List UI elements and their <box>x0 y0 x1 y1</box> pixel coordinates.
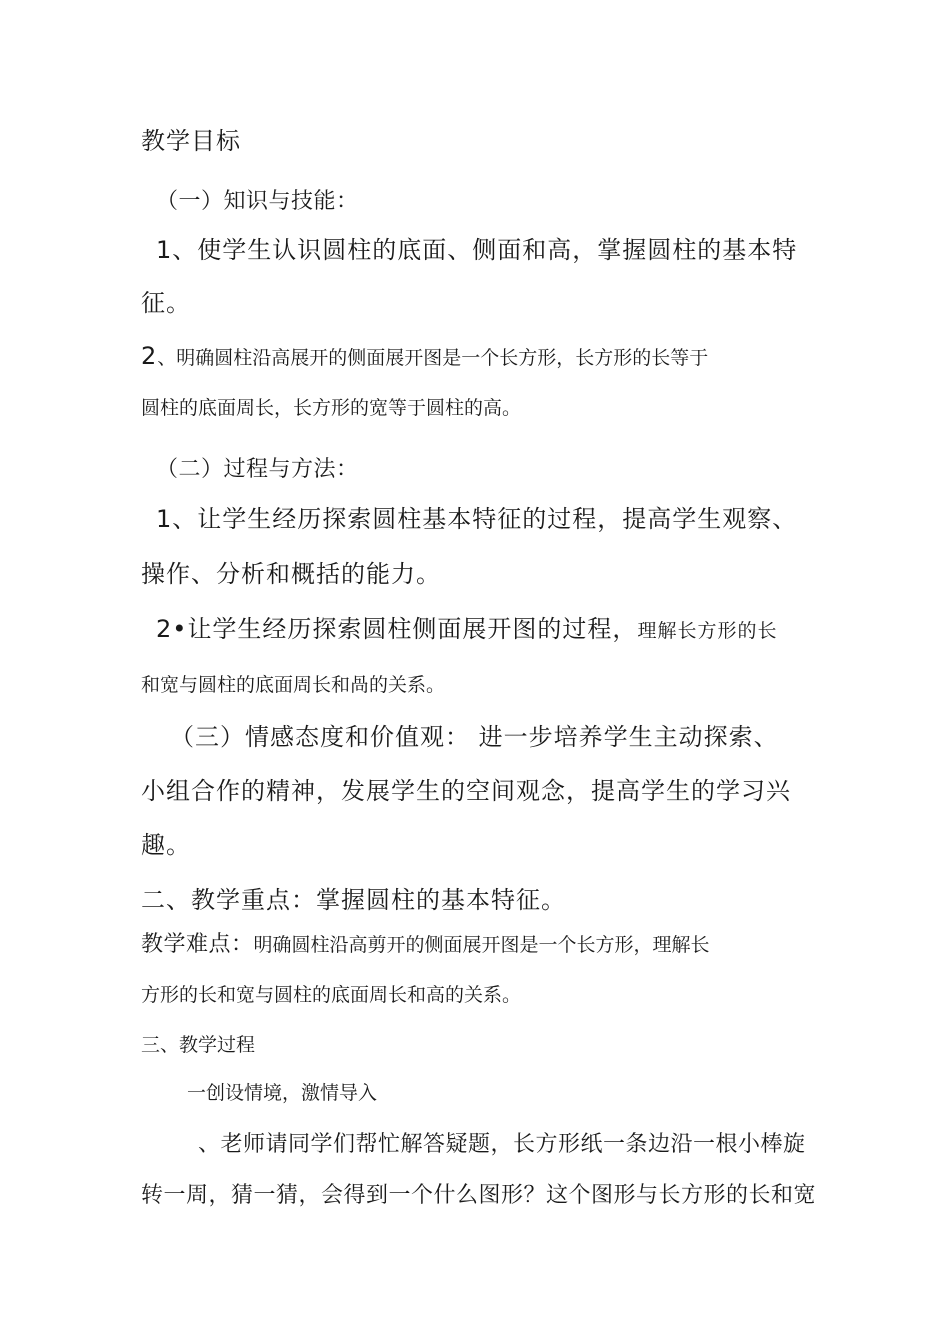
item-number: 2 <box>141 342 158 370</box>
knowledge-item-2-line-1 <box>141 344 708 368</box>
process-item-1-line-1 <box>156 507 797 531</box>
knowledge-item-2-line-2: 圆柱的底面周长，长方形的宽等于圆柱的高。 <box>141 397 522 419</box>
item-number: 1 <box>156 505 173 533</box>
item-number: 2• <box>156 615 188 643</box>
difficulty-line-1 <box>141 934 710 956</box>
process-item-2-line-1 <box>156 617 777 641</box>
process-step-1: 一创设情境，激情导入 <box>187 1082 378 1104</box>
item-number: 1 <box>156 236 173 264</box>
item-text: 、明确圆柱沿高展开的侧面展开图是一个长方形，长方形的长等于 <box>157 347 709 369</box>
key-point: 二、教学重点：掌握圆柱的基本特征。 <box>141 886 566 914</box>
difficulty-text: 明确圆柱沿高剪开的侧面展开图是一个长方形，理解长 <box>253 934 710 956</box>
attitude-line-3: 趣。 <box>141 831 191 859</box>
process-item-1-line-2: 操作、分析和概括的能力。 <box>141 560 441 588</box>
doc-title: 教学目标 <box>141 127 241 155</box>
section-heading-knowledge: （一）知识与技能： <box>156 189 359 214</box>
knowledge-item-1-line-2: 征。 <box>141 289 191 317</box>
process-section-heading: 三、教学过程 <box>141 1034 256 1056</box>
attitude-line-2: 小组合作的精神，发展学生的空间观念，提高学生的学习兴 <box>141 777 791 805</box>
process-paragraph-line-2: 转一周，猜一猜，会得到一个什么图形？这个图形与长方形的长和宽 <box>141 1183 817 1208</box>
difficulty-label: 教学难点： <box>141 932 254 957</box>
process-paragraph-line-1: 、老师请同学们帮忙解答疑题，长方形纸一条边沿一根小棒旋 <box>198 1132 806 1157</box>
difficulty-line-2: 方形的长和宽与圆柱的底面周长和高的关系。 <box>141 984 522 1006</box>
item-text-small: 理解长方形的长 <box>637 620 778 642</box>
process-item-2-line-2: 和宽与圆柱的底面周长和咼的关系。 <box>141 674 446 696</box>
item-text: 、使学生认识圆柱的底面、侧面和高，掌握圆柱的基本特 <box>172 236 798 264</box>
item-text: 让学生经历探索圆柱侧面展开图的过程， <box>187 615 638 643</box>
knowledge-item-1-line-1 <box>156 238 797 262</box>
section-heading-process: （二）过程与方法： <box>156 457 359 482</box>
item-text: 、让学生经历探索圆柱基本特征的过程，提高学生观察、 <box>172 505 798 533</box>
attitude-line-1: （三）情感态度和价值观： 进一步培养学生主动探索、 <box>170 723 779 751</box>
